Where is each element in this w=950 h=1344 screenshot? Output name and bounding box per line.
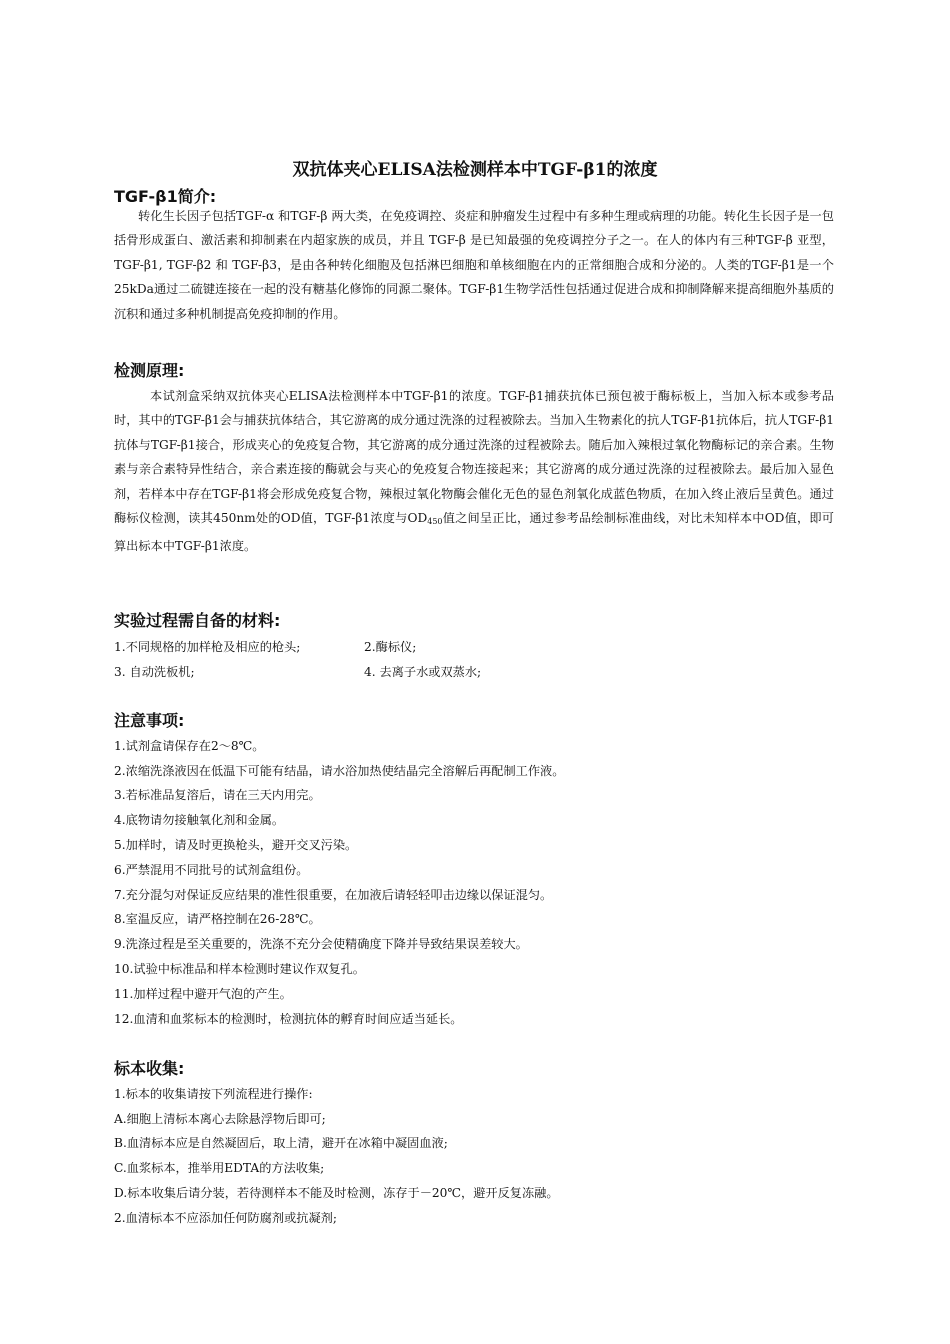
notes-item: 8.室温反应，请严格控制在26-28℃。 [114, 912, 321, 926]
notes-item: 2.浓缩洗涤液因在低温下可能有结晶，请水浴加热使结晶完全溶解后再配制工作液。 [114, 764, 565, 778]
document-title: 双抗体夹心ELISA法检测样本中TGF-β1的浓度 [292, 160, 658, 180]
notes-item: 12.血清和血浆标本的检测时，检测抗体的孵育时间应适当延长。 [114, 1012, 463, 1026]
notes-item: 9.洗涤过程是至关重要的，洗涤不充分会使精确度下降并导致结果误差较大。 [114, 937, 528, 951]
notes-item: 10.试验中标准品和样本检测时建议作双复孔。 [114, 962, 365, 976]
collection-heading: 标本收集: [114, 1059, 185, 1078]
notes-item: 7.充分混匀对保证反应结果的准性很重要，在加液后请轻轻叩击边缘以保证混匀。 [114, 888, 553, 902]
materials-item: 4. 去离子水或双蒸水; [364, 665, 482, 679]
intro-paragraph: 转化生长因子包括TGF-α 和TGF-β 两大类，在免疫调控、炎症和肿瘤发生过程中有多种生理或病理的功能。转化生长因子是一包括骨形成蛋白、激活素和抑制素在内超家族的成员，并且 TGF-β 是已知最强的免疫调控分子之一。在人的体内有三种TGF-β 亚型，TGF-β1, TGF-β2 和 TGF-β3，是由各种转化细胞及包括淋巴细胞和单核细胞在内的正常细胞合成和分泌的。人类的TGF-β1是一个25kDa通过二硫键连接在一起的没有糖基化修饰的同源二聚体。TGF-β1生物学活性包括通过促进合成和抑制降解来提高细胞外基质的沉积和通过多种机制提高免疫抑制的作用。 [114, 209, 834, 321]
collection-item: C.血浆标本，推举用EDTA的方法收集; [114, 1161, 325, 1175]
collection-item: B.血清标本应是自然凝固后，取上清，避开在冰箱中凝固血液; [114, 1136, 448, 1150]
notes-heading: 注意事项: [114, 711, 185, 730]
principle-paragraph [114, 384, 834, 559]
collection-item: D.标本收集后请分装，若待测样本不能及时检测，冻存于－20℃，避开反复冻融。 [114, 1186, 559, 1200]
principle-text-part1: 本试剂盒采纳双抗体夹心ELISA法检测样本中TGF-β1的浓度。TGF-β1捕获抗体已预包被于酶标板上，当加入标本或参考品时，其中的TGF-β1会与捕获抗体结合，其它游离的成分通过洗涤的过程被除去。当加入生物素化的抗人TGF-β1抗体后，抗人TGF-β1抗体与TGF-β1接合，形成夹心的免疫复合物，其它游离的成分通过洗涤的过程被除去。随后加入辣根过氧化物酶标记的亲合素。生物素与亲合素特异性结合，亲合素连接的酶就会与夹心的免疫复合物连接起来；其它游离的成分通过洗涤的过程被除去。最后加入显色剂，若样本中存在TGF-β1将会形成免疫复合物，辣根过氧化物酶会催化无色的显色剂氧化成蓝色物质，在加入终止液后呈黄色。通过酶标仪检测，读其450nm处的OD值，TGF-β1浓度与OD [114, 389, 834, 526]
materials-item: 3. 自动洗板机; [114, 665, 195, 679]
materials-heading: 实验过程需自备的材料: [114, 611, 281, 630]
materials-item: 2.酶标仪; [364, 640, 417, 654]
collection-item: A.细胞上清标本离心去除悬浮物后即可; [114, 1112, 326, 1126]
principle-heading: 检测原理: [114, 361, 185, 380]
notes-item: 3.若标准品复溶后，请在三天内用完。 [114, 788, 321, 802]
principle-subscript: 450 [427, 517, 443, 527]
notes-item: 5.加样时，请及时更换枪头，避开交叉污染。 [114, 838, 358, 852]
notes-item: 4.底物请勿接触氧化剂和金属。 [114, 813, 285, 827]
collection-item: 2.血清标本不应添加任何防腐剂或抗凝剂; [114, 1211, 337, 1225]
notes-item: 1.试剂盒请保存在2～8℃。 [114, 739, 265, 753]
principle-text-part2: 值之间呈正比，通过参考品绘制标准曲线，对比未知样本中OD值，即可算出标本中TGF-β1浓度。 [114, 511, 834, 554]
collection-item: 1.标本的收集请按下列流程进行操作: [114, 1087, 313, 1101]
materials-item: 1.不同规格的加样枪及相应的枪头; [114, 640, 301, 654]
notes-item: 11.加样过程中避开气泡的产生。 [114, 987, 292, 1001]
notes-item: 6.严禁混用不同批号的试剂盒组份。 [114, 863, 309, 877]
intro-heading: TGF-β1简介: [114, 187, 217, 206]
